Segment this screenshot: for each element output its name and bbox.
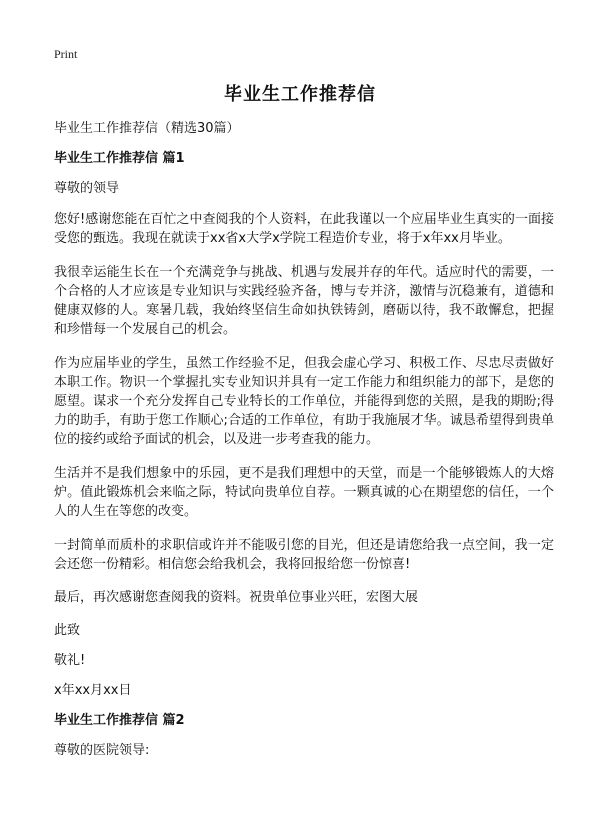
letter-1-paragraph: 一封简单而质朴的求职信或许并不能吸引您的目光，但还是请您给我一点空间，我一定会还您一份精彩。相信您会给我机会，我将回报给您一份惊喜! (54, 538, 554, 572)
letter-1-heading: 毕业生工作推荐信 篇1 (54, 151, 185, 166)
print-label: Print (54, 47, 78, 61)
letter-1-closing: 此致 (54, 623, 81, 638)
letter-1-paragraph: 我很幸运能生长在一个充满竞争与挑战、机遇与发展并存的年代。适应时代的需要，一个合格的人才应该是专业知识与实践经验齐备，博与专并济，激情与沉稳兼有，道德和健康双修的人。寒暑几载，我始终坚信生命如执铁铸剑，磨砺以待，我不敢懈怠，把握和珍惜每一个发展自己的机会。 (54, 265, 554, 337)
letter-2-heading: 毕业生工作推荐信 篇2 (54, 713, 185, 728)
letter-1-salutation: 尊敬的领导 (54, 181, 120, 196)
document-subtitle: 毕业生工作推荐信（精选30篇） (54, 121, 240, 136)
letter-1-paragraph: 作为应届毕业的学生，虽然工作经验不足，但我会虚心学习、积极工作、尽忠尽责做好本职工作。物识一个掌握扎实专业知识并具有一定工作能力和组织能力的部下，是您的愿望。谋求一个充分发挥自己专业特长的工作单位，并能得到您的关照，是我的期盼;得力的助手，有助于您工作顺心;合适的工作单位，有助于我施展才华。诚恳希望得到贵单位的接约或给予面试的机会，以及进一步考查我的能力。 (54, 356, 554, 447)
letter-1-paragraph: 您好!感谢您能在百忙之中查阅我的个人资料，在此我谨以一个应届毕业生真实的一面接受您的甄选。我现在就读于xx省x大学x学院工程造价专业，将于x年xx月毕业。 (54, 212, 554, 246)
document-body (54, 120, 554, 760)
document-title: 毕业生工作推荐信 (224, 84, 376, 105)
letter-1-date: x年xx月xx日 (54, 683, 132, 698)
letter-1-regards: 敬礼! (54, 653, 86, 668)
letter-1-paragraph: 生活并不是我们想象中的乐园，更不是我们理想中的天堂，而是一个能够锻炼人的大熔炉。值此锻炼机会来临之际，特试向贵单位自荐。一颗真诚的心在期望您的信任，一个人的人生在等您的改变。 (54, 466, 554, 519)
letter-2-salutation: 尊敬的医院领导: (54, 743, 150, 758)
letter-1-paragraph: 最后，再次感谢您查阅我的资料。祝贵单位事业兴旺，宏图大展 (54, 590, 419, 605)
